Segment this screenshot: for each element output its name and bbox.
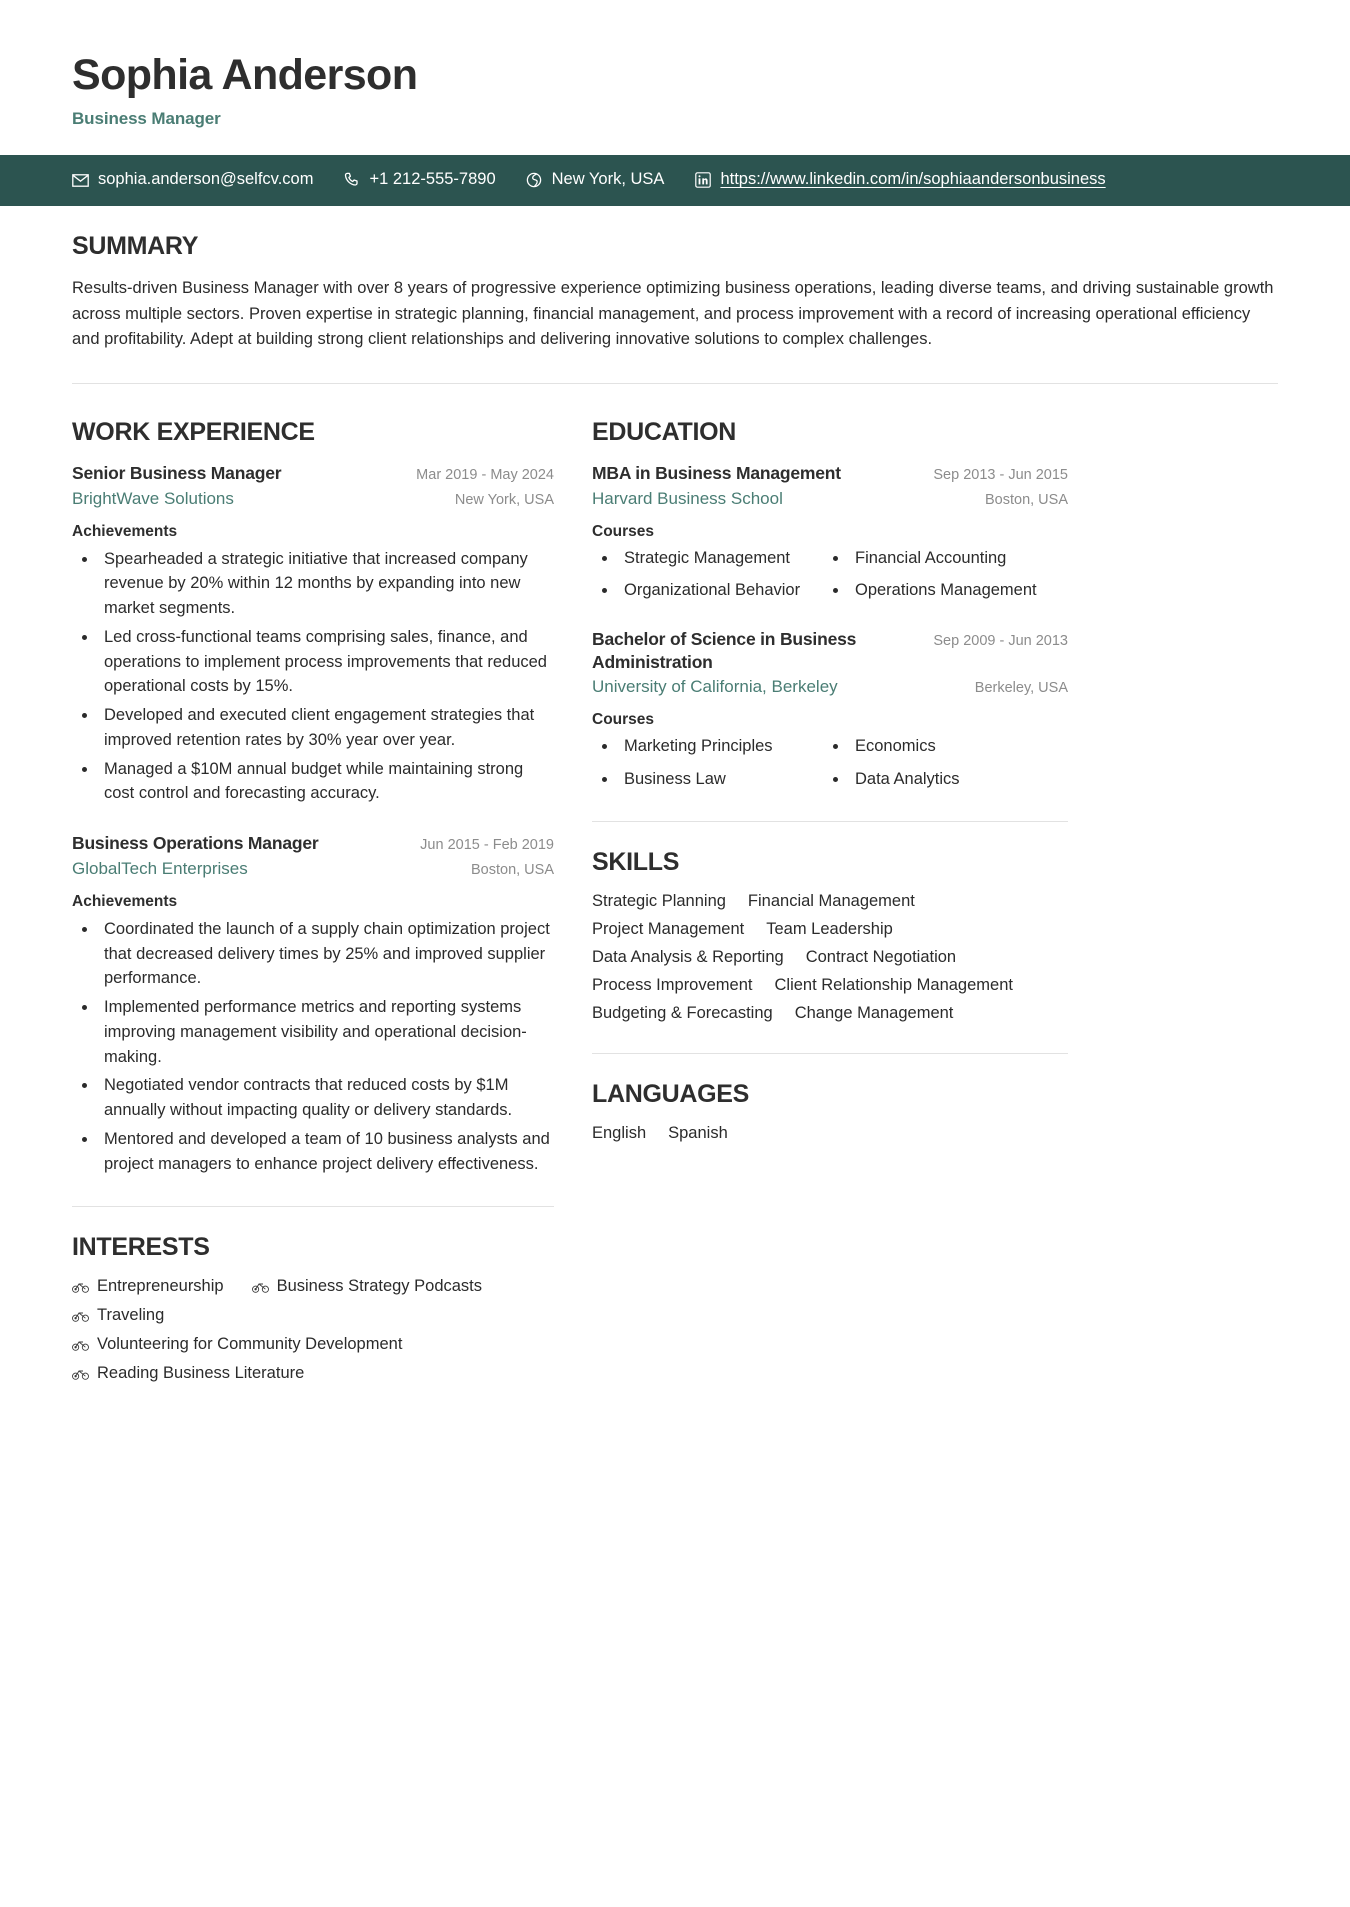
work-entry-header: [72, 462, 554, 485]
interest-label: Volunteering for Community Development: [97, 1335, 403, 1354]
work-entry: [72, 462, 554, 806]
list-item: • Economics: [849, 735, 1068, 758]
list-item: [72, 1277, 224, 1296]
interest-bullet-icon: [72, 1309, 89, 1323]
list-item: • Mentored and developed a team of 10 business analysts and project managers to enhance project delivery effectiveness.: [98, 1127, 554, 1177]
interests-list: [72, 1277, 542, 1383]
education-title: EDUCATION: [592, 417, 737, 446]
list-item: • Managed a $10M annual budget while maintaining strong cost control and forecasting accuracy.: [98, 757, 554, 807]
list-item: • Data Analytics: [849, 768, 1068, 791]
languages-list: [592, 1124, 1068, 1143]
contact-phone[interactable]: [343, 170, 495, 190]
candidate-role: Business Manager: [72, 109, 221, 129]
education-courses-list: [592, 735, 1068, 790]
skill-item: Data Analysis & Reporting: [592, 947, 784, 966]
languages-title: LANGUAGES: [592, 1079, 750, 1108]
contact-bar: [0, 155, 1350, 206]
list-item: [252, 1277, 482, 1296]
skill-item: Financial Management: [747, 891, 915, 910]
skills-list: [592, 892, 1068, 1023]
list-item: • Operations Management: [849, 579, 1068, 602]
work-achievements-list: [72, 547, 554, 807]
list-item: • Strategic Management: [618, 547, 837, 570]
education-school: Harvard Business School: [592, 488, 783, 508]
list-item: • Marketing Principles: [618, 735, 837, 758]
education-date: Sep 2013 - Jun 2015: [933, 466, 1068, 483]
education-degree: Bachelor of Science in Business Administration: [592, 628, 857, 672]
contact-linkedin-text[interactable]: https://www.linkedin.com/in/sophiaandersonbusiness: [720, 170, 1106, 189]
globe-location-icon: [526, 172, 543, 189]
interest-label: Reading Business Literature: [97, 1364, 305, 1383]
list-item: [72, 1306, 542, 1325]
education-courses-label: Courses: [592, 522, 655, 540]
skill-item: Process Improvement: [592, 975, 753, 994]
list-item: • Business Law: [618, 768, 837, 791]
work-position: Senior Business Manager: [72, 462, 282, 483]
work-entry-subheader: [72, 488, 554, 510]
work-achievements-list: [72, 917, 554, 1177]
work-section: [72, 392, 554, 1177]
summary-text: Results-driven Business Manager with over 8 years of progressive experience optimizing business operations, leading diverse teams, and driving sustainable growth across multiple sectors. Proven expertise in strategic planning, financial management, and process improvement with a record of increasing operational efficiency and profitability. Adept at building strong client relationships and delivering innovative solutions to complex challenges.: [72, 279, 1274, 349]
skill-item: Change Management: [794, 1003, 954, 1022]
skills-section: [592, 822, 1068, 1023]
work-entry: [72, 832, 554, 1176]
list-item: • Developed and executed client engagement strategies that improved retention rates by 30% year over year.: [98, 703, 554, 753]
list-item: • Organizational Behavior: [618, 579, 837, 602]
skills-title: SKILLS: [592, 847, 680, 876]
linkedin-icon: [694, 172, 711, 189]
list-item: [72, 1364, 542, 1383]
skill-item: Team Leadership: [766, 919, 893, 938]
contact-linkedin[interactable]: [694, 170, 1105, 190]
skill-item: Client Relationship Management: [774, 975, 1013, 994]
work-date: Jun 2015 - Feb 2019: [420, 837, 554, 854]
education-courses-label: Courses: [592, 711, 655, 729]
phone-icon: [343, 172, 360, 189]
main-columns: [72, 392, 1278, 1384]
list-item: • Spearheaded a strategic initiative that increased company revenue by 20% within 12 months by expanding into new market segments.: [98, 547, 554, 621]
summary-section: [72, 206, 1278, 353]
work-location: Boston, USA: [470, 861, 554, 878]
interest-label: Traveling: [97, 1306, 165, 1325]
work-date: Mar 2019 - May 2024: [416, 466, 554, 483]
education-location: Boston, USA: [984, 491, 1068, 508]
language-item: Spanish: [668, 1123, 728, 1142]
work-company: BrightWave Solutions: [72, 488, 234, 508]
list-item: • Negotiated vendor contracts that reduced costs by $1M annually without impacting quality or delivery standards.: [98, 1073, 554, 1123]
interest-label: Entrepreneurship: [97, 1277, 224, 1296]
summary-title: SUMMARY: [72, 232, 199, 261]
education-entry-subheader: [592, 488, 1068, 510]
education-courses-list: [592, 547, 1068, 602]
skill-item: Contract Negotiation: [805, 947, 957, 966]
interest-bullet-icon: [72, 1367, 89, 1381]
candidate-name: Sophia Anderson: [72, 51, 418, 99]
list-item: • Financial Accounting: [849, 547, 1068, 570]
divider-summary: [72, 383, 1278, 384]
education-section: [592, 392, 1068, 791]
left-column: [72, 392, 554, 1384]
right-column: [592, 392, 1068, 1143]
resume-header: [0, 0, 1350, 155]
work-location: New York, USA: [454, 491, 554, 508]
skill-item: Project Management: [592, 919, 745, 938]
list-item: • Led cross-functional teams comprising sales, finance, and operations to implement process improvements that reduced operational costs by 15%.: [98, 625, 554, 699]
envelope-icon: [72, 172, 89, 189]
contact-email[interactable]: [72, 170, 313, 190]
language-item: English: [592, 1123, 647, 1142]
education-location: Berkeley, USA: [974, 680, 1068, 697]
education-school: University of California, Berkeley: [592, 677, 838, 697]
work-achievements-label: Achievements: [72, 892, 178, 910]
list-item: • Implemented performance metrics and reporting systems improving management visibility and operational decision-making.: [98, 995, 554, 1069]
contact-email-text: sophia.anderson@selfcv.com: [98, 170, 314, 189]
list-item: [72, 1335, 542, 1354]
contact-location: [526, 170, 665, 190]
work-title: WORK EXPERIENCE: [72, 417, 315, 446]
list-item: • Coordinated the launch of a supply chain optimization project that decreased delivery times by 25% and improved supplier performance.: [98, 917, 554, 991]
education-entry: [592, 462, 1068, 602]
interests-section: [72, 1207, 554, 1383]
contact-phone-text: +1 212-555-7890: [369, 170, 496, 189]
interest-bullet-icon: [252, 1280, 269, 1294]
contact-location-text: New York, USA: [551, 170, 665, 189]
interest-bullet-icon: [72, 1280, 89, 1294]
education-entry: [592, 628, 1068, 791]
education-entry-header: [592, 628, 1068, 674]
interest-label: Business Strategy Podcasts: [276, 1277, 483, 1296]
skill-item: Strategic Planning: [592, 891, 726, 910]
work-achievements-label: Achievements: [72, 522, 178, 540]
work-company: GlobalTech Enterprises: [72, 858, 248, 878]
education-entry-subheader: [592, 676, 1068, 698]
interests-title: INTERESTS: [72, 1233, 210, 1262]
work-entry-header: [72, 832, 554, 855]
education-degree: MBA in Business Management: [592, 462, 841, 483]
education-date: Sep 2009 - Jun 2013: [933, 632, 1068, 649]
work-entry-subheader: [72, 858, 554, 880]
work-position: Business Operations Manager: [72, 833, 319, 854]
education-entry-header: [592, 462, 1068, 485]
languages-section: [592, 1054, 1068, 1143]
interest-bullet-icon: [72, 1338, 89, 1352]
skill-item: Budgeting & Forecasting: [592, 1003, 773, 1022]
